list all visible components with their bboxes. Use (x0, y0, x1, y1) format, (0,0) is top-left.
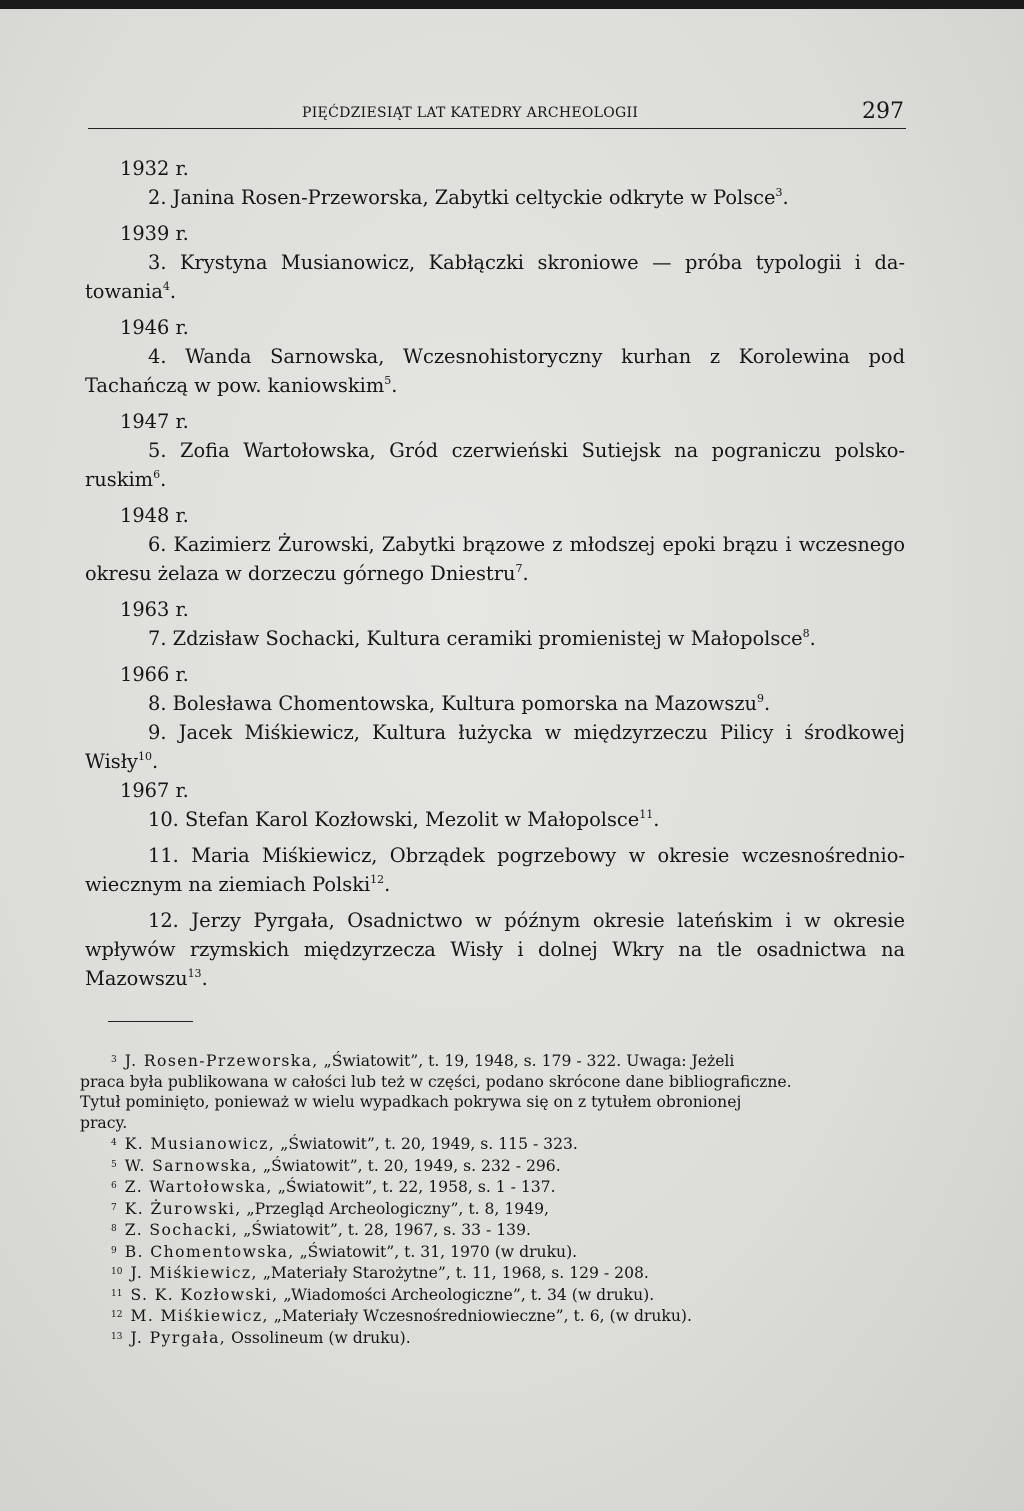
footnote-ref: 10 (137, 750, 152, 763)
footnote-ref: 12 (370, 873, 385, 886)
list-item-cont: ruskim$^6$. (85, 468, 167, 491)
list-item-cont: Tachańczą w pow. kaniowskim$^5$. (85, 374, 398, 397)
footnote: $^5$ W. Sarnowska, „Światowit”, t. 20, 1949, s. 232 - 296. (111, 1156, 561, 1175)
footnote-number: 3 (111, 1055, 117, 1065)
footnote: $^{11}$ S. K. Kozłowski, „Wiadomości Archeologiczne”, t. 34 (w druku). (111, 1285, 655, 1304)
footnote-ref: 13 (187, 967, 202, 980)
list-item: 8. Bolesława Chomentowska, Kultura pomorska na Mazowszu$^9$. (148, 692, 771, 715)
footnote: $^6$ Z. Wartołowska, „Światowit”, t. 22, 1958, s. 1 - 137. (111, 1178, 556, 1196)
footnote-author: J. Rosen-Przeworska, (124, 1052, 319, 1070)
footnote-cont: pracy. (80, 1113, 128, 1132)
list-item-cont: towania$^4$. (85, 280, 177, 303)
footnote: $^8$ Z. Sochacki, „Światowit”, t. 28, 1967, s. 33 - 139. (111, 1221, 531, 1239)
footnote: $^4$ K. Musianowicz, „Światowit”, t. 20, 1949, s. 115 - 323. (111, 1135, 578, 1153)
footnote-separator (108, 1021, 193, 1022)
list-item: 2. Janina Rosen-Przeworska, Zabytki celtyckie odkryte w Polsce$^3$. (148, 186, 789, 209)
year-heading: 1967 r. (120, 779, 189, 802)
year-heading: 1963 r. (120, 598, 189, 621)
footnotes (80, 1050, 902, 1348)
running-header (88, 98, 906, 129)
list-item: 11. Maria Miśkiewicz, Obrządek pogrzebowy w okresie wczesnośrednio- (148, 844, 905, 867)
list-item-cont: okresu żelaza w dorzeczu górnego Dniestru$^7$. (85, 562, 529, 585)
footnote-ref: 8 (802, 627, 810, 640)
list-item: 4. Wanda Sarnowska, Wczesnohistoryczny kurhan z Korolewina pod (148, 345, 905, 368)
footnote-ref: 4 (162, 280, 170, 293)
year-heading: 1947 r. (120, 410, 189, 433)
list-item: 12. Jerzy Pyrgała, Osadnictwo w późnym okresie lateńskim i w okresie (148, 909, 905, 932)
footnote-ref: 11 (639, 808, 654, 821)
thesis-list (85, 154, 905, 993)
footnote-ref: 5 (384, 374, 392, 387)
footnote: $^{12}$ M. Miśkiewicz, „Materiały Wczesnośredniowieczne”, t. 6, (w druku). (111, 1307, 692, 1325)
list-item-cont: wpływów rzymskich międzyrzecza Wisły i dolnej Wkry na tle osadnictwa na (85, 938, 905, 961)
footnote-ref: 6 (153, 468, 161, 481)
list-item: 3. Krystyna Musianowicz, Kabłączki skroniowe — próba typologii i da- (148, 251, 905, 274)
list-item: 10. Stefan Karol Kozłowski, Mezolit w Małopolsce$^{11}$. (148, 808, 660, 831)
footnote: $^{10}$ J. Miśkiewicz, „Materiały Starożytne”, t. 11, 1968, s. 129 - 208. (111, 1264, 649, 1282)
list-item-cont: wiecznym na ziemiach Polski$^{12}$. (85, 873, 391, 896)
list-item: 9. Jacek Miśkiewicz, Kultura łużycka w międzyrzeczu Pilicy i środkowej (148, 721, 905, 744)
header-title: PIĘĆDZIESIĄT LAT KATEDRY ARCHEOLOGII (302, 105, 639, 121)
footnote-ref: 7 (515, 562, 523, 575)
footnote-cont: Tytuł pominięto, ponieważ w wielu wypadkach pokrywa się on z tytułem obronionej (80, 1093, 742, 1111)
year-heading: 1932 r. (120, 157, 189, 180)
list-item: 6. Kazimierz Żurowski, Zabytki brązowe z młodszej epoki brązu i wczesnego (148, 533, 905, 556)
footnote-ref: 9 (757, 692, 765, 705)
year-heading: 1948 r. (120, 504, 189, 527)
year-heading: 1939 r. (120, 222, 189, 245)
footnote: $^7$ K. Żurowski, „Przegląd Archeologiczny”, t. 8, 1949, (111, 1199, 549, 1218)
footnote: $^9$ B. Chomentowska, „Światowit”, t. 31, 1970 (w druku). (111, 1242, 578, 1261)
year-heading: 1966 r. (120, 663, 189, 686)
page-number: 297 (862, 99, 904, 124)
list-item-cont: Wisły$^{10}$. (85, 750, 159, 773)
scan-edge (0, 0, 1024, 9)
list-item-cont: Mazowszu$^{13}$. (85, 967, 208, 990)
year-heading: 1946 r. (120, 316, 189, 339)
footnote-cont: praca była publikowana w całości lub też w części, podano skrócone dane bibliograficzne. (80, 1072, 792, 1091)
footnote-ref: 3 (775, 186, 783, 199)
footnote: $^3$ J. Rosen-Przeworska, „Światowit”, t. 19, 1948, s. 179 - 322. Uwaga: Jeżeli (111, 1052, 735, 1070)
list-item: 5. Zofia Wartołowska, Gród czerwieński Sutiejsk na pograniczu polsko- (148, 439, 905, 462)
list-item: 7. Zdzisław Sochacki, Kultura ceramiki promienistej w Małopolsce$^8$. (148, 627, 816, 650)
footnote: $^{13}$ J. Pyrgała, Ossolineum (w druku). (111, 1328, 411, 1347)
